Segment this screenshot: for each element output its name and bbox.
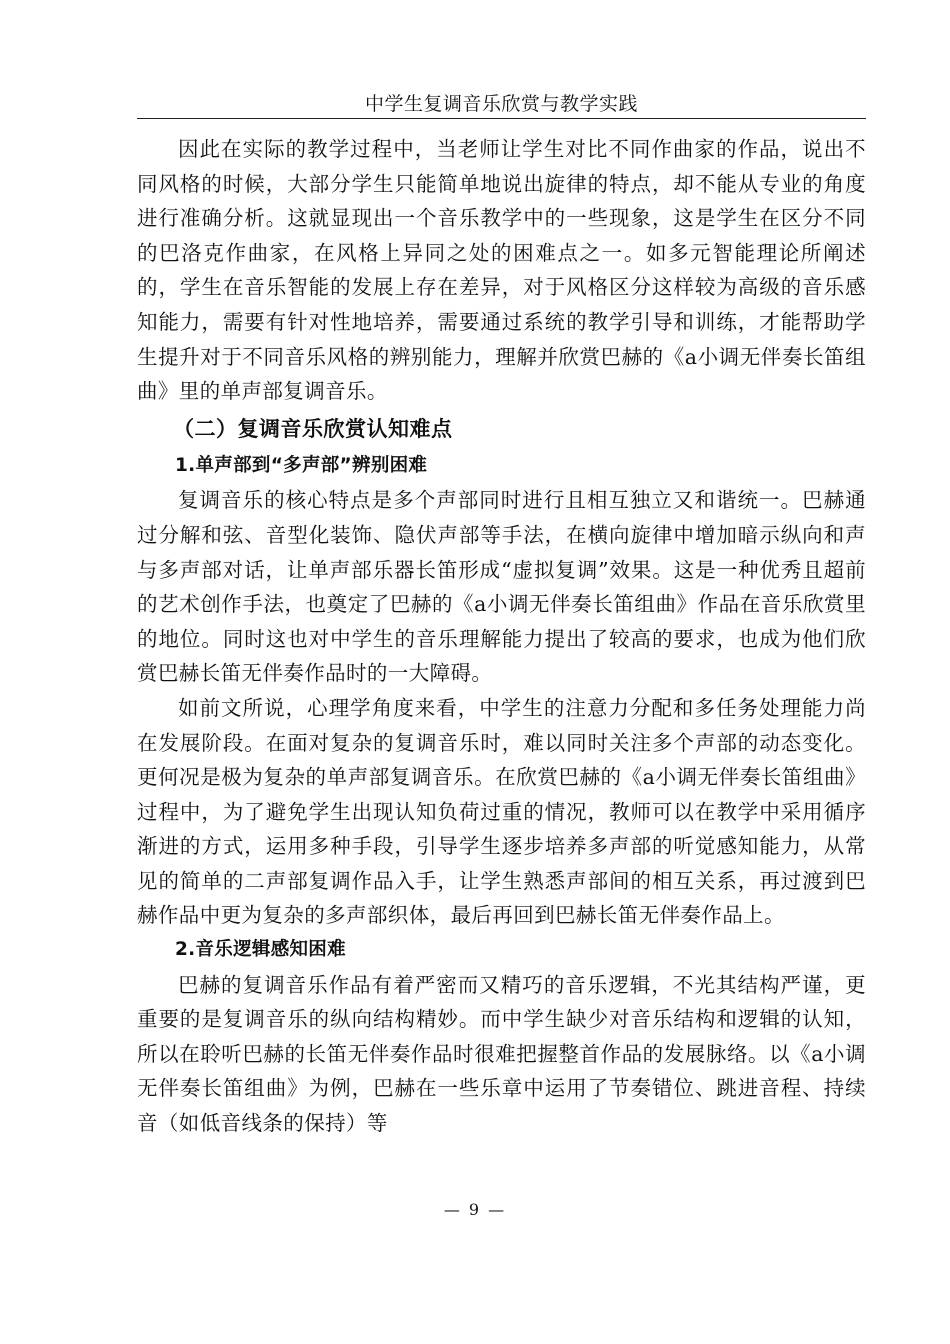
- document-body: [137, 132, 866, 1141]
- paragraph-music-logic: 巴赫的复调音乐作品有着严密而又精巧的音乐逻辑，不光其结构严谨，更重要的是复调音乐的纵向结构精妙。而中学生缺少对音乐结构和逻辑的认知，所以在聆听巴赫的长笛无伴奏作品时很难把握整首作品的发展脉络。以《a小调无伴奏长笛组曲》为例，巴赫在一些乐章中运用了节奏错位、跳进音程、持续音（如低音线条的保持）等: [137, 972, 866, 1136]
- paragraph-psychology-approach: 如前文所说，心理学角度来看，中学生的注意力分配和多任务处理能力尚在发展阶段。在面对复杂的复调音乐时，难以同时关注多个声部的动态变化。更何况是极为复杂的单声部复调音乐。在欣赏巴赫的《a小调无伴奏长笛组曲》过程中，为了避免学生出现认知负荷过重的情况，教师可以在教学中采用循序渐进的方式，运用多种手段，引导学生逐步培养多声部的听觉感知能力，从常见的简单的二声部复调作品入手，让学生熟悉声部间的相互关系，再过渡到巴赫作品中更为复杂的多声部织体，最后再回到巴赫长笛无伴奏作品上。: [137, 695, 866, 928]
- page-header-title: 中学生复调音乐欣赏与教学实践: [137, 90, 866, 119]
- section-heading-cognitive-difficulties: （二）复调音乐欣赏认知难点: [173, 416, 453, 441]
- paragraph-style-analysis: 因此在实际的教学过程中，当老师让学生对比不同作曲家的作品，说出不同风格的时候，大部分学生只能简单地说出旋律的特点，却不能从专业的角度进行准确分析。这就显现出一个音乐教学中的一些现象，这是学生在区分不同的巴洛克作曲家，在风格上异同之处的困难点之一。如多元智能理论所阐述的，学生在音乐智能的发展上存在差异，对于风格区分这样较为高级的音乐感知能力，需要有针对性地培养，需要通过系统的教学引导和训练，才能帮助学生提升对于不同音乐风格的辨别能力，理解并欣赏巴赫的《a小调无伴奏长笛组曲》里的单声部复调音乐。: [137, 137, 866, 404]
- paragraph-virtual-polyphony: 复调音乐的核心特点是多个声部同时进行且相互独立又和谐统一。巴赫通过分解和弦、音型化装饰、隐伏声部等手法，在横向旋律中增加暗示纵向和声与多声部对话，让单声部乐器长笛形成“虚拟复调”效果。这是一种优秀且超前的艺术创作手法，也奠定了巴赫的《a小调无伴奏长笛组曲》作品在音乐欣赏里的地位。同时这也对中学生的音乐理解能力提出了较高的要求，也成为他们欣赏巴赫长笛无伴奏作品时的一大障碍。: [137, 488, 866, 686]
- subheading-music-logic: 2.音乐逻辑感知困难: [175, 939, 346, 961]
- subheading-polyphony-recognition: 1.单声部到“多声部”辨别困难: [175, 454, 428, 476]
- page-number: — 9 —: [443, 1200, 507, 1219]
